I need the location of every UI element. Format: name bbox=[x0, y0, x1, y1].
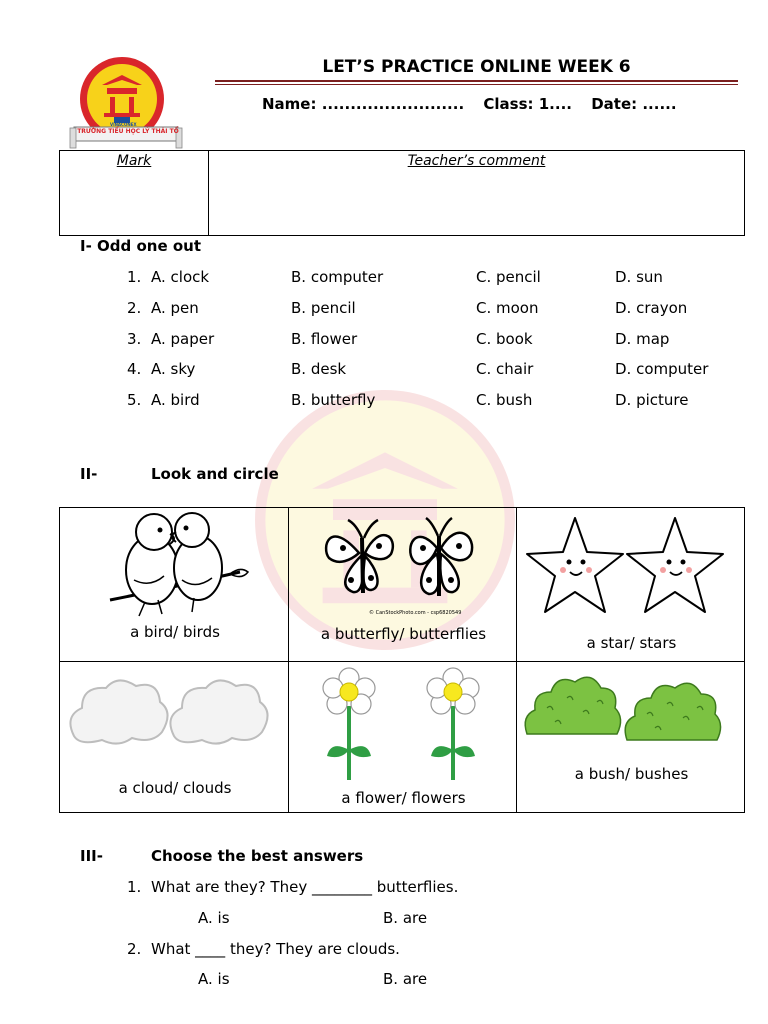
title-rule-thin bbox=[215, 84, 738, 85]
odd-row-2-option-c[interactable]: C. moon bbox=[476, 298, 539, 317]
odd-row-1-number: 1. bbox=[127, 268, 142, 286]
clouds-picture bbox=[64, 676, 286, 756]
odd-row-3-option-b[interactable]: B. flower bbox=[291, 329, 358, 348]
birds-picture bbox=[90, 510, 270, 618]
odd-row-3-option-c[interactable]: C. book bbox=[476, 329, 533, 348]
question-1-option-a[interactable]: A. is bbox=[198, 909, 230, 927]
bushes-picture bbox=[523, 668, 739, 748]
odd-row-5-option-d[interactable]: D. picture bbox=[615, 391, 689, 410]
cell-bushes[interactable] bbox=[516, 661, 745, 813]
cell-flowers[interactable] bbox=[288, 661, 517, 813]
odd-row-4-number: 4. bbox=[127, 360, 142, 379]
logo-banner-text: VINACONEX bbox=[110, 122, 137, 127]
odd-row-3-option-d[interactable]: D. map bbox=[615, 329, 670, 348]
odd-row-5-option-a[interactable]: A. bird bbox=[151, 391, 200, 410]
date-field[interactable]: Date: ...... bbox=[591, 95, 677, 113]
odd-row-4-option-c[interactable]: C. chair bbox=[476, 360, 534, 379]
student-info-line bbox=[262, 95, 691, 113]
flowers-picture bbox=[313, 666, 493, 784]
stars-picture bbox=[525, 514, 735, 618]
section3-title: Choose the best answers bbox=[151, 847, 364, 865]
cell-stars[interactable] bbox=[516, 507, 745, 662]
odd-row-4-option-b[interactable]: B. desk bbox=[291, 360, 347, 379]
odd-row-4-option-d[interactable]: D. computer bbox=[615, 360, 709, 379]
question-2-number: 2. bbox=[127, 940, 142, 958]
cell-bushes-caption: a bush/ bushes bbox=[574, 765, 689, 783]
image-credit: © CanStockPhoto.com - csp6820549 bbox=[369, 610, 462, 616]
question-2-option-a[interactable]: A. is bbox=[198, 970, 230, 988]
cell-clouds-caption: a cloud/ clouds bbox=[118, 779, 232, 797]
odd-row-5-number: 5. bbox=[127, 391, 142, 410]
question-2-option-b[interactable]: B. are bbox=[383, 970, 428, 988]
comment-cell[interactable] bbox=[209, 151, 745, 236]
odd-row-2-option-a[interactable]: A. pen bbox=[151, 298, 199, 317]
odd-row-5-option-c[interactable]: C. bush bbox=[476, 391, 533, 410]
cell-birds-caption: a bird/ birds bbox=[130, 623, 220, 641]
cell-butterflies-caption: a butterfly/ butterflies bbox=[320, 625, 487, 643]
worksheet-title: LET’S PRACTICE ONLINE WEEK 6 bbox=[322, 57, 631, 77]
section3-number: III- bbox=[80, 847, 103, 865]
logo-school-name: TRƯỜNG TIỂU HỌC LÝ THÁI TỔ bbox=[77, 128, 179, 135]
odd-row-1-option-c[interactable]: C. pencil bbox=[476, 268, 541, 286]
comment-label: Teacher’s comment bbox=[407, 153, 546, 169]
odd-row-2-number: 2. bbox=[127, 298, 142, 317]
question-1-number: 1. bbox=[127, 878, 142, 896]
section2-title: Look and circle bbox=[151, 465, 279, 483]
odd-row-5-option-b[interactable]: B. butterfly bbox=[291, 391, 376, 410]
question-1-option-b[interactable]: B. are bbox=[383, 909, 428, 927]
school-logo bbox=[70, 55, 182, 157]
odd-row-2-option-d[interactable]: D. crayon bbox=[615, 298, 688, 317]
odd-row-1-option-b[interactable]: B. computer bbox=[291, 268, 384, 286]
class-field[interactable]: Class: 1.... bbox=[483, 95, 572, 113]
look-and-circle-grid bbox=[59, 507, 745, 813]
cell-flowers-caption: a flower/ flowers bbox=[341, 789, 466, 807]
odd-row-3-option-a[interactable]: A. paper bbox=[151, 329, 215, 348]
cell-clouds[interactable] bbox=[59, 661, 289, 813]
odd-row-2-option-b[interactable]: B. pencil bbox=[291, 298, 356, 317]
cell-birds[interactable] bbox=[59, 507, 289, 662]
cell-butterflies[interactable] bbox=[288, 507, 517, 662]
name-field[interactable]: Name: ......................... bbox=[262, 95, 465, 113]
question-1-text: What are they? They ________ butterflies. bbox=[151, 878, 459, 896]
butterflies-picture bbox=[319, 508, 484, 618]
odd-row-1-option-d[interactable]: D. sun bbox=[615, 268, 663, 286]
odd-row-1-option-a[interactable]: A. clock bbox=[151, 268, 210, 286]
question-2-text: What ____ they? They are clouds. bbox=[151, 940, 400, 958]
mark-label: Mark bbox=[116, 153, 152, 169]
section1-title: I- Odd one out bbox=[80, 237, 202, 255]
mark-comment-box bbox=[59, 150, 745, 236]
title-rule bbox=[215, 80, 738, 82]
odd-row-4-option-a[interactable]: A. sky bbox=[151, 360, 196, 379]
odd-row-3-number: 3. bbox=[127, 329, 142, 348]
mark-cell[interactable] bbox=[60, 151, 209, 236]
cell-stars-caption: a star/ stars bbox=[586, 634, 677, 652]
section2-number: II- bbox=[80, 465, 98, 483]
